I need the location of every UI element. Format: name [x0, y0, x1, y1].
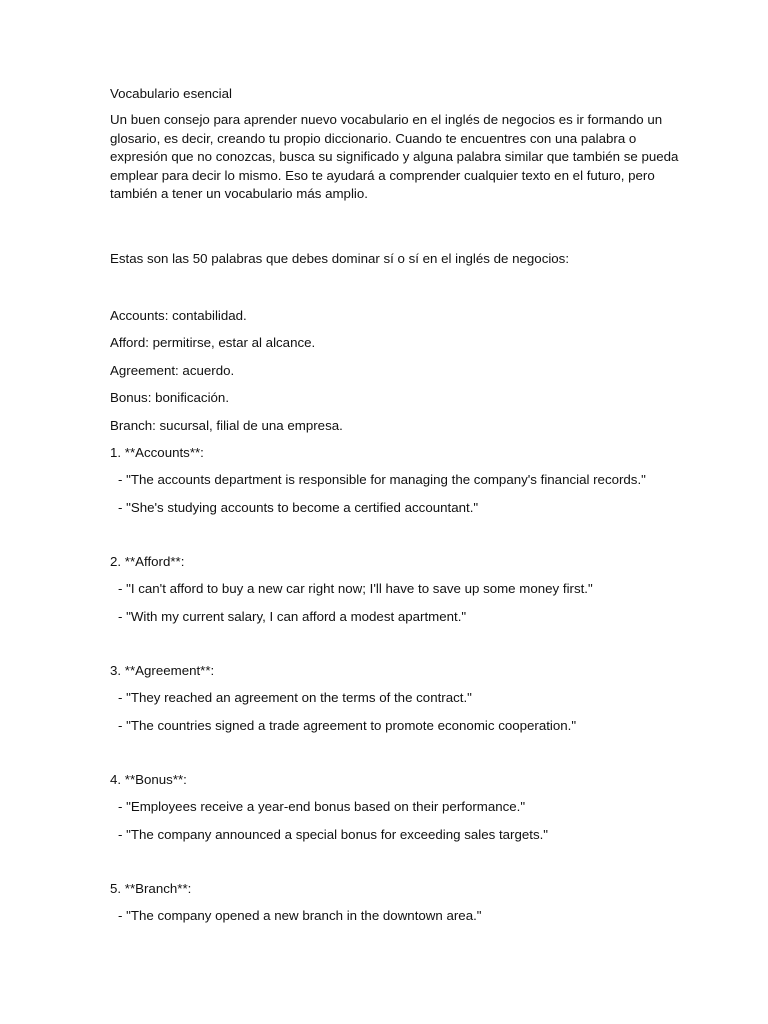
example-sentence: - "The countries signed a trade agreement to promote economic cooperation." [118, 717, 577, 733]
paragraph-line: también a tener un vocabulario más amplio. [110, 186, 368, 201]
example-heading: 3. **Agreement**: [110, 663, 215, 678]
example-sentence: - "With my current salary, I can afford a modest apartment." [118, 608, 467, 624]
glossary-item: Branch: sucursal, filial de una empresa. [110, 417, 343, 433]
glossary-item: Accounts: contabilidad. [110, 307, 247, 323]
example-sentence: - "The company opened a new branch in the downtown area." [118, 908, 482, 923]
example-heading: 2. **Afford**: [110, 554, 185, 569]
example-block [110, 553, 650, 626]
paragraph-line: emplear para decir lo mismo. Eso te ayudará a comprender cualquier texto en el futuro, pero [110, 167, 655, 183]
glossary-item: Bonus: bonificación. [110, 390, 230, 405]
glossary-list [110, 307, 650, 435]
example-sentence: - "The company announced a special bonus for exceeding sales targets." [118, 826, 549, 842]
example-heading: 4. **Bonus**: [110, 772, 187, 787]
example-block [110, 771, 650, 844]
example-sentence: - "I can't afford to buy a new car right now; I'll have to save up some money first." [118, 581, 593, 596]
examples-list [110, 444, 650, 925]
example-block [110, 880, 650, 925]
example-sentence: - "She's studying accounts to become a certified accountant." [118, 499, 479, 515]
example-sentence: - "The accounts department is responsible for managing the company's financial records." [118, 472, 646, 487]
intro-paragraph [110, 111, 679, 204]
example-sentence: - "Employees receive a year-end bonus based on their performance." [118, 799, 526, 814]
list-intro: Estas son las 50 palabras que debes dominar sí o sí en el inglés de negocios: [110, 250, 570, 266]
example-block [110, 662, 650, 735]
example-sentence: - "They reached an agreement on the terms of the contract." [118, 690, 472, 705]
example-heading: 5. **Branch**: [110, 881, 192, 896]
example-block [110, 444, 650, 517]
paragraph-line: glosario, es decir, creando tu propio diccionario. Cuando te encuentres con una palabra o [110, 130, 637, 146]
example-heading: 1. **Accounts**: [110, 445, 204, 460]
paragraph-line: expresión que no conozcas, busca su significado y alguna palabra similar que también se pueda [110, 149, 679, 164]
document-page [110, 85, 679, 962]
glossary-item: Afford: permitirse, estar al alcance. [110, 335, 316, 350]
paragraph-line: Un buen consejo para aprender nuevo vocabulario en el inglés de negocios es ir formando un [110, 112, 663, 127]
glossary-item: Agreement: acuerdo. [110, 362, 235, 378]
document-title: Vocabulario esencial [110, 86, 232, 101]
